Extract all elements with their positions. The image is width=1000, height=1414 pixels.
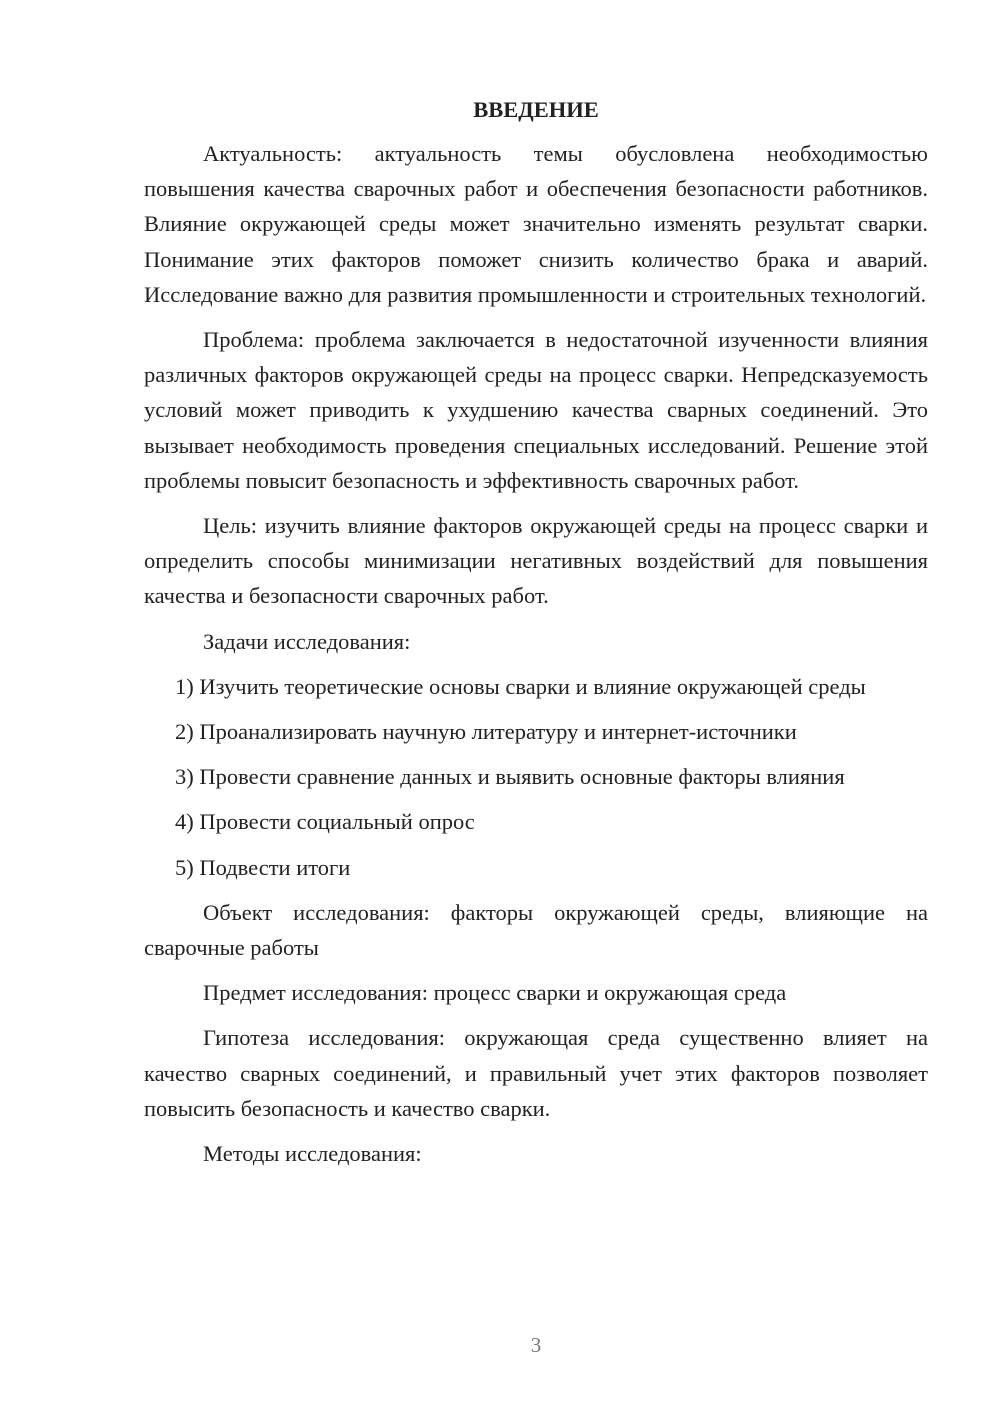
paragraph-relevance: Актуальность: актуальность темы обусловлена необходимостью повышения качества сварочных работ и обеспечения безопасности работников. Влияние окружающей среды может значительно изменять результат сварки. Понимание этих факторов поможет снизить количество брака и аварий. Исследование важно для развития промышленности и строительных технологий. [144,141,928,307]
task-item-1: 1) Изучить теоретические основы сварки и влияние окружающей среды [175,673,866,699]
document-page [144,92,928,1181]
paragraph-problem: Проблема: проблема заключается в недостаточной изученности влияния различных факторов окружающей среды на процесс сварки. Непредсказуемость условий может приводить к ухудшению качества сварных соединений. Это вызывает необходимость проведения специальных исследований. Решение этой проблемы повысит безопасность и эффективность сварочных работ. [144,327,928,493]
paragraph-goal: Цель: изучить влияние факторов окружающей среды на процесс сварки и определить способы минимизации негативных воздействий для повышения качества и безопасности сварочных работ. [144,513,928,609]
paragraph-methods: Методы исследования: [203,1141,422,1167]
task-item-2: 2) Проанализировать научную литературу и интернет-источники [175,719,797,745]
page-title: ВВЕДЕНИЕ [473,97,599,122]
task-item-3: 3) Провести сравнение данных и выявить основные факторы влияния [175,764,845,790]
task-item-4: 4) Провести социальный опрос [175,809,475,835]
page-number: 3 [530,1333,542,1357]
paragraph-object: Объект исследования: факторы окружающей среды, влияющие на сварочные работы [144,899,928,961]
paragraph-subject: Предмет исследования: процесс сварки и окружающая среда [203,980,787,1006]
task-item-5: 5) Подвести итоги [175,854,351,880]
paragraph-tasks-heading: Задачи исследования: [203,628,411,654]
paragraph-hypothesis: Гипотеза исследования: окружающая среда существенно влияет на качество сварных соединений, и правильный учет этих факторов позволяет повысить безопасность и качество сварки. [144,1025,928,1121]
